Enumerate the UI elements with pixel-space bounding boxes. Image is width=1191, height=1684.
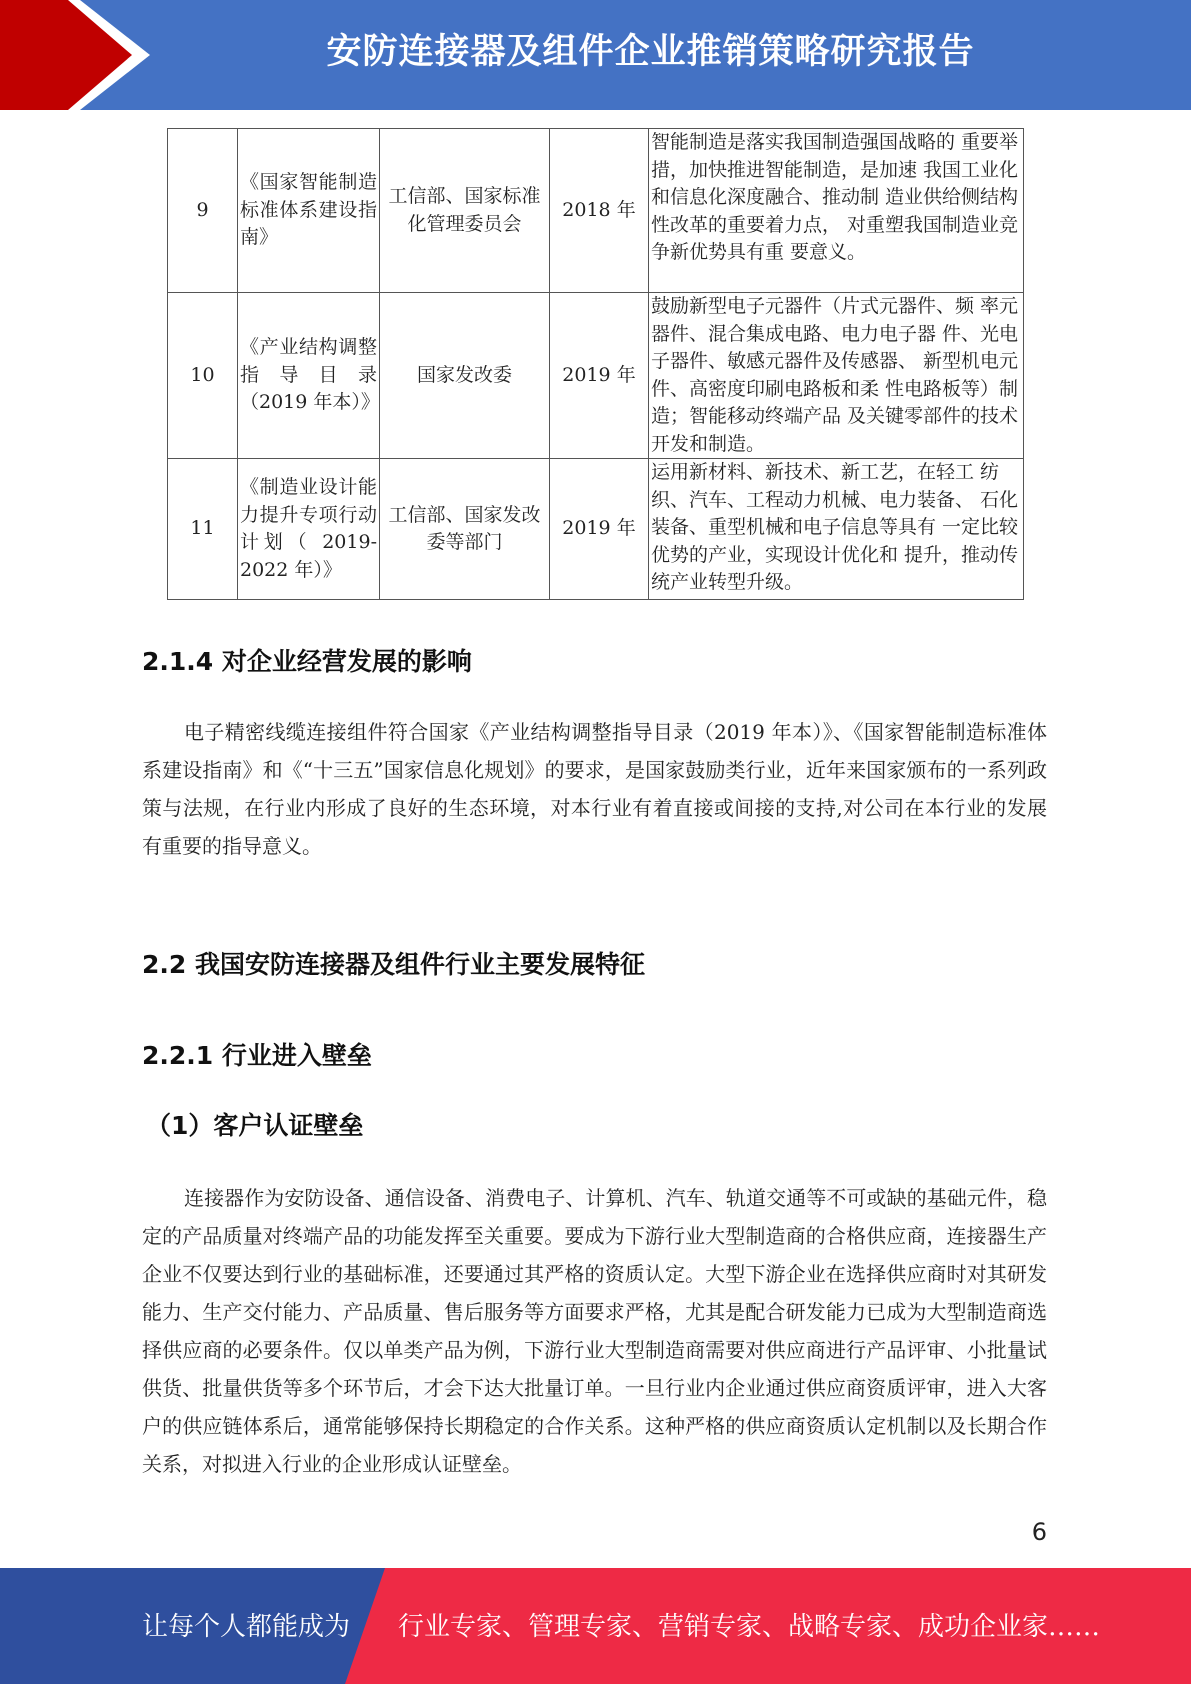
report-title: 安防连接器及组件企业推销策略研究报告 bbox=[326, 32, 975, 72]
page-header bbox=[0, 0, 1191, 110]
cell-description: 运用新材料、新技术、新工艺，在轻工 纺织、汽车、工程动力机械、电力装备、 石化装备、重型机械和电子信息等具有 一定比较优势的产业，实现设计优化和 提升，推动传统产业转型升级。 bbox=[649, 459, 1024, 600]
section-heading-2-1-4: 2.1.4 对企业经营发展的影响 bbox=[142, 647, 472, 676]
table-row bbox=[168, 459, 1024, 600]
header-arrow-decoration bbox=[0, 0, 150, 110]
policy-table bbox=[167, 128, 1024, 600]
footer-slogan-right: 行业专家、管理专家、营销专家、战略专家、成功企业家…… bbox=[398, 1612, 1101, 1642]
page-number: 6 bbox=[1031, 1518, 1047, 1546]
section-paragraph-2-1-4: 电子精密线缆连接组件符合国家《产业结构调整指导目录（2019 年本）》、《国家智能制造标准体系建设指南》和《“十三五”国家信息化规划》的要求，是国家鼓励类行业，近年来国家颁布的一系列政策与法规，在行业内形成了良好的生态环境，对本行业有着直接或间接的支持,对公司在本行业的发展有重要的指导意义。 bbox=[142, 720, 1047, 858]
table-row bbox=[168, 293, 1024, 459]
footer-slogan-left: 让每个人都能成为 bbox=[142, 1612, 351, 1642]
cell-issuer: 工信部、国家发改委等部门 bbox=[380, 459, 550, 600]
cell-issuer: 工信部、国家标准化管理委员会 bbox=[380, 129, 550, 293]
cell-year: 2019 年 bbox=[550, 293, 649, 459]
cell-description: 鼓励新型电子元器件（片式元器件、频 率元器件、混合集成电路、电力电子器 件、光电子器件、敏感元器件及传感器、 新型机电元件、高密度印刷电路板和柔 性电路板等）制造；智能移动终端产品 及关键零部件的技术开发和制造。 bbox=[649, 293, 1024, 459]
section-heading-2-2: 2.2 我国安防连接器及组件行业主要发展特征 bbox=[142, 950, 645, 979]
cell-description: 智能制造是落实我国制造强国战略的 重要举措，加快推进智能制造，是加速 我国工业化和信息化深度融合、推动制 造业供给侧结构性改革的重要着力点， 对重塑我国制造业竞争新优势具有重 要意义。 bbox=[649, 129, 1024, 293]
section-paragraph-2-2-1: 连接器作为安防设备、通信设备、消费电子、计算机、汽车、轨道交通等不可或缺的基础元件，稳定的产品质量对终端产品的功能发挥至关重要。要成为下游行业大型制造商的合格供应商，连接器生产企业不仅要达到行业的基础标准，还要通过其严格的资质认定。大型下游企业在选择供应商时对其研发能力、生产交付能力、产品质量、售后服务等方面要求严格，尤其是配合研发能力已成为大型制造商选择供应商的必要条件。仅以单类产品为例，下游行业大型制造商需要对供应商进行产品评审、小批量试供货、批量供货等多个环节后，才会下达大批量订单。一旦行业内企业通过供应商资质评审，进入大客户的供应链体系后，通常能够保持长期稳定的合作关系。这种严格的供应商资质认定机制以及长期合作关系，对拟进入行业的企业形成认证壁垒。 bbox=[142, 1186, 1047, 1476]
cell-no: 9 bbox=[168, 129, 238, 293]
page-footer bbox=[0, 1568, 1191, 1684]
table-row bbox=[168, 129, 1024, 293]
cell-year: 2018 年 bbox=[550, 129, 649, 293]
cell-policy-name: 《国家智能制造标准体系建设指南》 bbox=[238, 129, 380, 293]
cell-no: 11 bbox=[168, 459, 238, 600]
section-heading-2-2-1: 2.2.1 行业进入壁垒 bbox=[142, 1041, 372, 1070]
subsection-heading-customer-certification: （1）客户认证壁垒 bbox=[146, 1111, 364, 1140]
cell-issuer: 国家发改委 bbox=[380, 293, 550, 459]
cell-policy-name: 《产业结构调整指导目录（2019 年本）》 bbox=[238, 293, 380, 459]
cell-policy-name: 《制造业设计能力提升专项行动计划（ 2019-2022 年）》 bbox=[238, 459, 380, 600]
cell-no: 10 bbox=[168, 293, 238, 459]
cell-year: 2019 年 bbox=[550, 459, 649, 600]
